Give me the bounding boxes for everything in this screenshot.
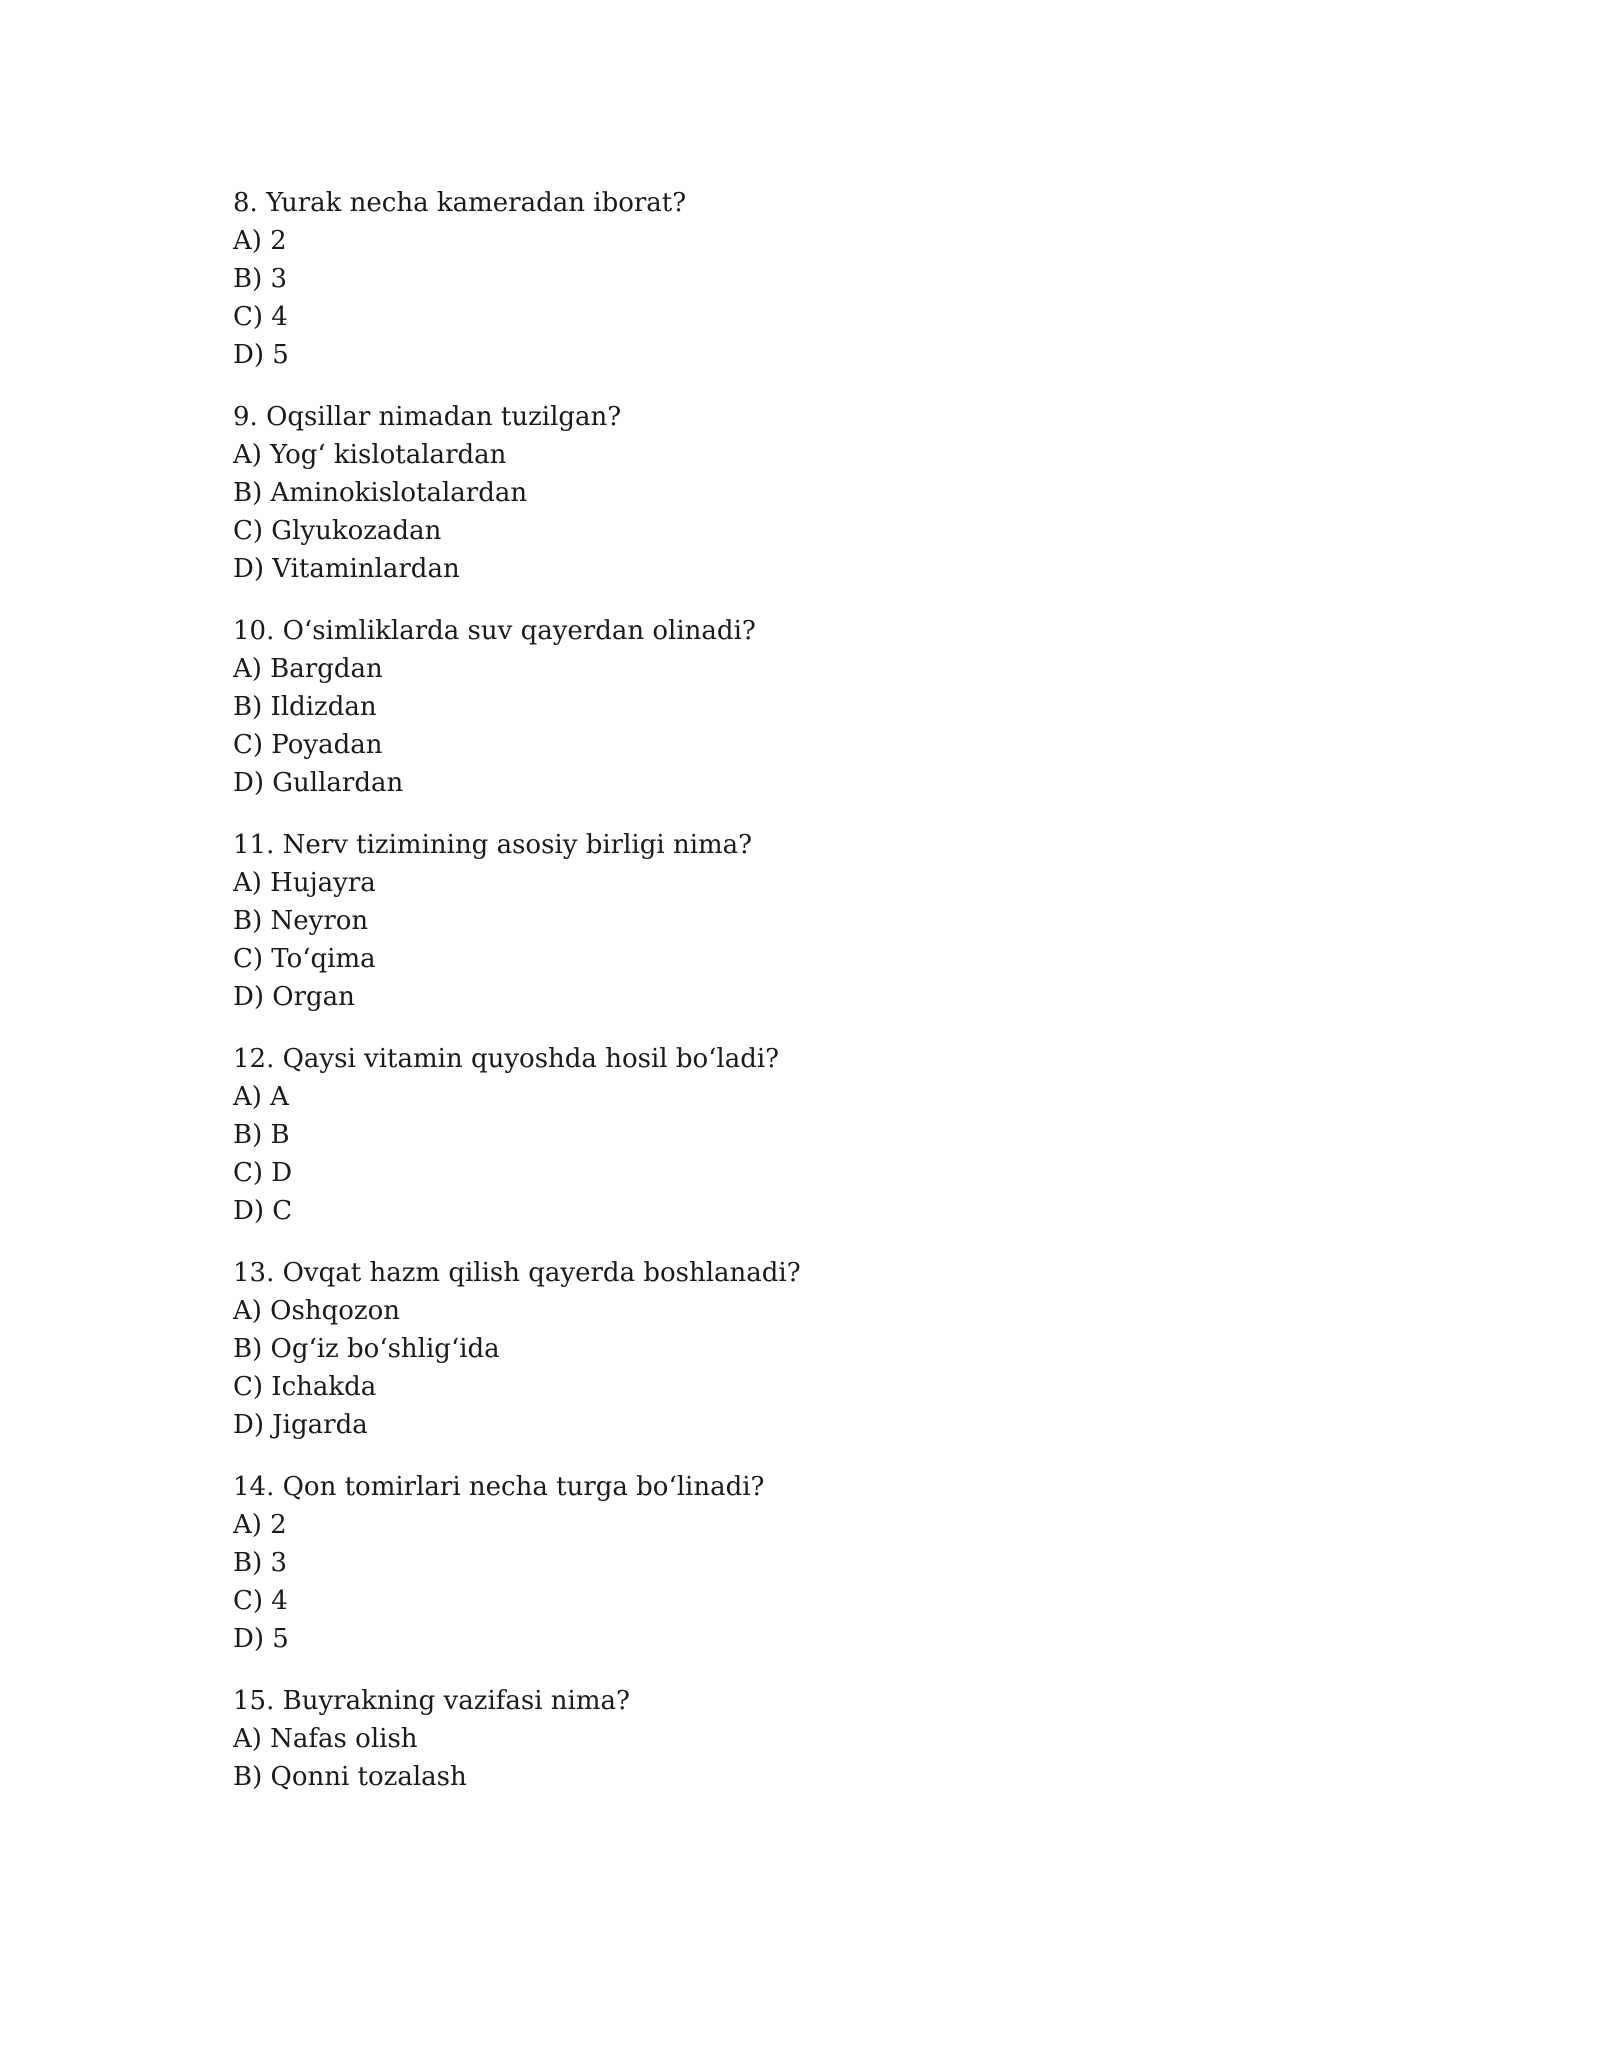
question-10 [233, 612, 1333, 802]
answer-option-a: A) 2 [233, 226, 287, 256]
question-14 [233, 1468, 1333, 1658]
answer-option-c: C) Ichakda [233, 1372, 377, 1402]
question-13 [233, 1254, 1333, 1444]
answer-option-a: A) Oshqozon [233, 1296, 400, 1326]
answer-option-b: B) Og‘iz bo‘shlig‘ida [233, 1334, 500, 1364]
answer-option-d: D) Organ [233, 982, 355, 1012]
answer-option-a: A) A [233, 1082, 289, 1112]
answer-option-c: C) To‘qima [233, 944, 376, 974]
answer-option-d: D) C [233, 1196, 293, 1226]
answer-option-b: B) Qonni tozalash [233, 1762, 467, 1792]
answer-option-b: B) Aminokislotalardan [233, 478, 528, 508]
question-text: 8. Yurak necha kameradan iborat? [233, 188, 687, 218]
question-8 [233, 184, 1333, 374]
question-text: 10. O‘simliklarda suv qayerdan olinadi? [233, 616, 756, 646]
answer-option-a: A) Yog‘ kislotalardan [233, 440, 507, 470]
question-11 [233, 826, 1333, 1016]
answer-option-b: B) 3 [233, 1548, 288, 1578]
answer-option-b: B) Neyron [233, 906, 369, 936]
answer-option-b: B) Ildizdan [233, 692, 377, 722]
question-text: 14. Qon tomirlari necha turga bo‘linadi? [233, 1472, 765, 1502]
question-text: 15. Buyrakning vazifasi nima? [233, 1686, 630, 1716]
answer-option-a: A) Hujayra [233, 868, 376, 898]
answer-option-c: C) D [233, 1158, 293, 1188]
answer-option-d: D) Gullardan [233, 768, 404, 798]
answer-option-a: A) 2 [233, 1510, 287, 1540]
answer-option-a: A) Nafas olish [233, 1724, 418, 1754]
answer-option-b: B) 3 [233, 264, 288, 294]
question-text: 11. Nerv tizimining asosiy birligi nima? [233, 830, 753, 860]
question-9 [233, 398, 1333, 588]
answer-option-c: C) 4 [233, 302, 288, 332]
answer-option-c: C) 4 [233, 1586, 288, 1616]
answer-option-a: A) Bargdan [233, 654, 383, 684]
question-text: 13. Ovqat hazm qilish qayerda boshlanadi? [233, 1258, 801, 1288]
answer-option-b: B) B [233, 1120, 290, 1150]
question-12 [233, 1040, 1333, 1230]
answer-option-d: D) 5 [233, 340, 289, 370]
answer-option-c: C) Glyukozadan [233, 516, 442, 546]
answer-option-c: C) Poyadan [233, 730, 383, 760]
question-text: 9. Oqsillar nimadan tuzilgan? [233, 402, 622, 432]
answer-option-d: D) 5 [233, 1624, 289, 1654]
question-15 [233, 1682, 1333, 1796]
question-text: 12. Qaysi vitamin quyoshda hosil bo‘ladi? [233, 1044, 780, 1074]
answer-option-d: D) Jigarda [233, 1410, 368, 1440]
answer-option-d: D) Vitaminlardan [233, 554, 460, 584]
